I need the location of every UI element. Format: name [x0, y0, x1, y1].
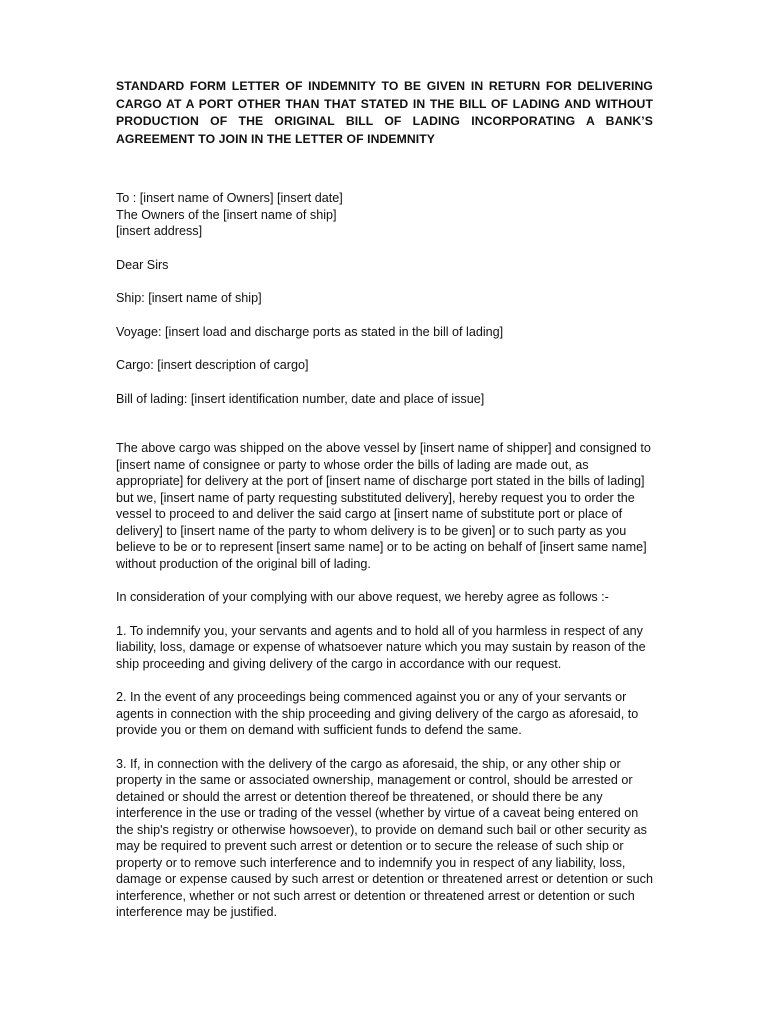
clause-1: 1. To indemnify you, your servants and agents and to hold all of you harmless in respect of any liability, loss, damage or expense of whatsoever nature which you may sustain by reason of the ship proceeding and giving delivery of the cargo in accordance with our request.	[116, 623, 646, 671]
to-line: To : [insert name of Owners] [insert date]	[116, 191, 343, 205]
letter-page	[116, 78, 653, 921]
document-title: STANDARD FORM LETTER OF INDEMNITY TO BE GIVEN IN RETURN FOR DELIVERING CARGO AT A PORT OTHER THAN THAT STATED IN THE BILL OF LADING AND WITHOUT PRODUCTION OF THE ORIGINAL BILL OF LADING INCORPORATING A BANK’S AGREEMENT TO JOIN IN THE LETTER OF INDEMNITY	[116, 79, 653, 146]
ship-line: Ship: [insert name of ship]	[116, 291, 262, 305]
owners-line: The Owners of the [insert name of ship]	[116, 207, 337, 222]
consideration-paragraph: In consideration of your complying with our above request, we hereby agree as follows :-	[116, 590, 609, 604]
salutation: Dear Sirs	[116, 257, 169, 272]
clause-3: 3. If, in connection with the delivery of the cargo as aforesaid, the ship, or any other ship or property in the same or associated ownership, management or control, should be arrested or detained or should the arrest or detention thereof be threatened, or should there be any interference in the use or trading of the vessel (whether by virtue of a caveat being entered on the ship's registry or otherwise howsoever), to provide on demand such bail or other security as may be required to prevent such arrest or detention or to secure the release of such ship or property or to remove such interference and to indemnify you in respect of any liability, loss, damage or expense caused by such arrest or detention or threatened arrest or detention or such interference, whether or not such arrest or detention or threatened arrest or detention or such interference may be justified.	[116, 756, 653, 919]
address-block	[116, 190, 653, 240]
clause-2: 2. In the event of any proceedings being commenced against you or any of your servants or agents in connection with the ship proceeding and giving delivery of the cargo as aforesaid, to provide you or them on demand with sufficient funds to defend the same.	[116, 690, 639, 737]
intro-paragraph: The above cargo was shipped on the above vessel by [insert name of shipper] and consigned to [insert name of consignee or party to whose order the bills of lading are made out, as appropriate] for delivery at the port of [insert name of discharge port stated in the bills of lading] but we, [insert name of party requesting substituted delivery], hereby request you to order the vessel to proceed to and deliver the said cargo at [insert name of substitute port or place of delivery] to [insert name of the party to whom delivery is to be given] or to such party as you believe to be or to represent [insert same name] or to be acting on behalf of [insert same name] without production of the original bill of lading.	[116, 441, 651, 571]
address-line: [insert address]	[116, 224, 203, 238]
bill-of-lading-line: Bill of lading: [insert identification number, date and place of issue]	[116, 391, 485, 406]
cargo-line: Cargo: [insert description of cargo]	[116, 358, 309, 372]
voyage-line: Voyage: [insert load and discharge ports as stated in the bill of lading]	[116, 324, 504, 339]
